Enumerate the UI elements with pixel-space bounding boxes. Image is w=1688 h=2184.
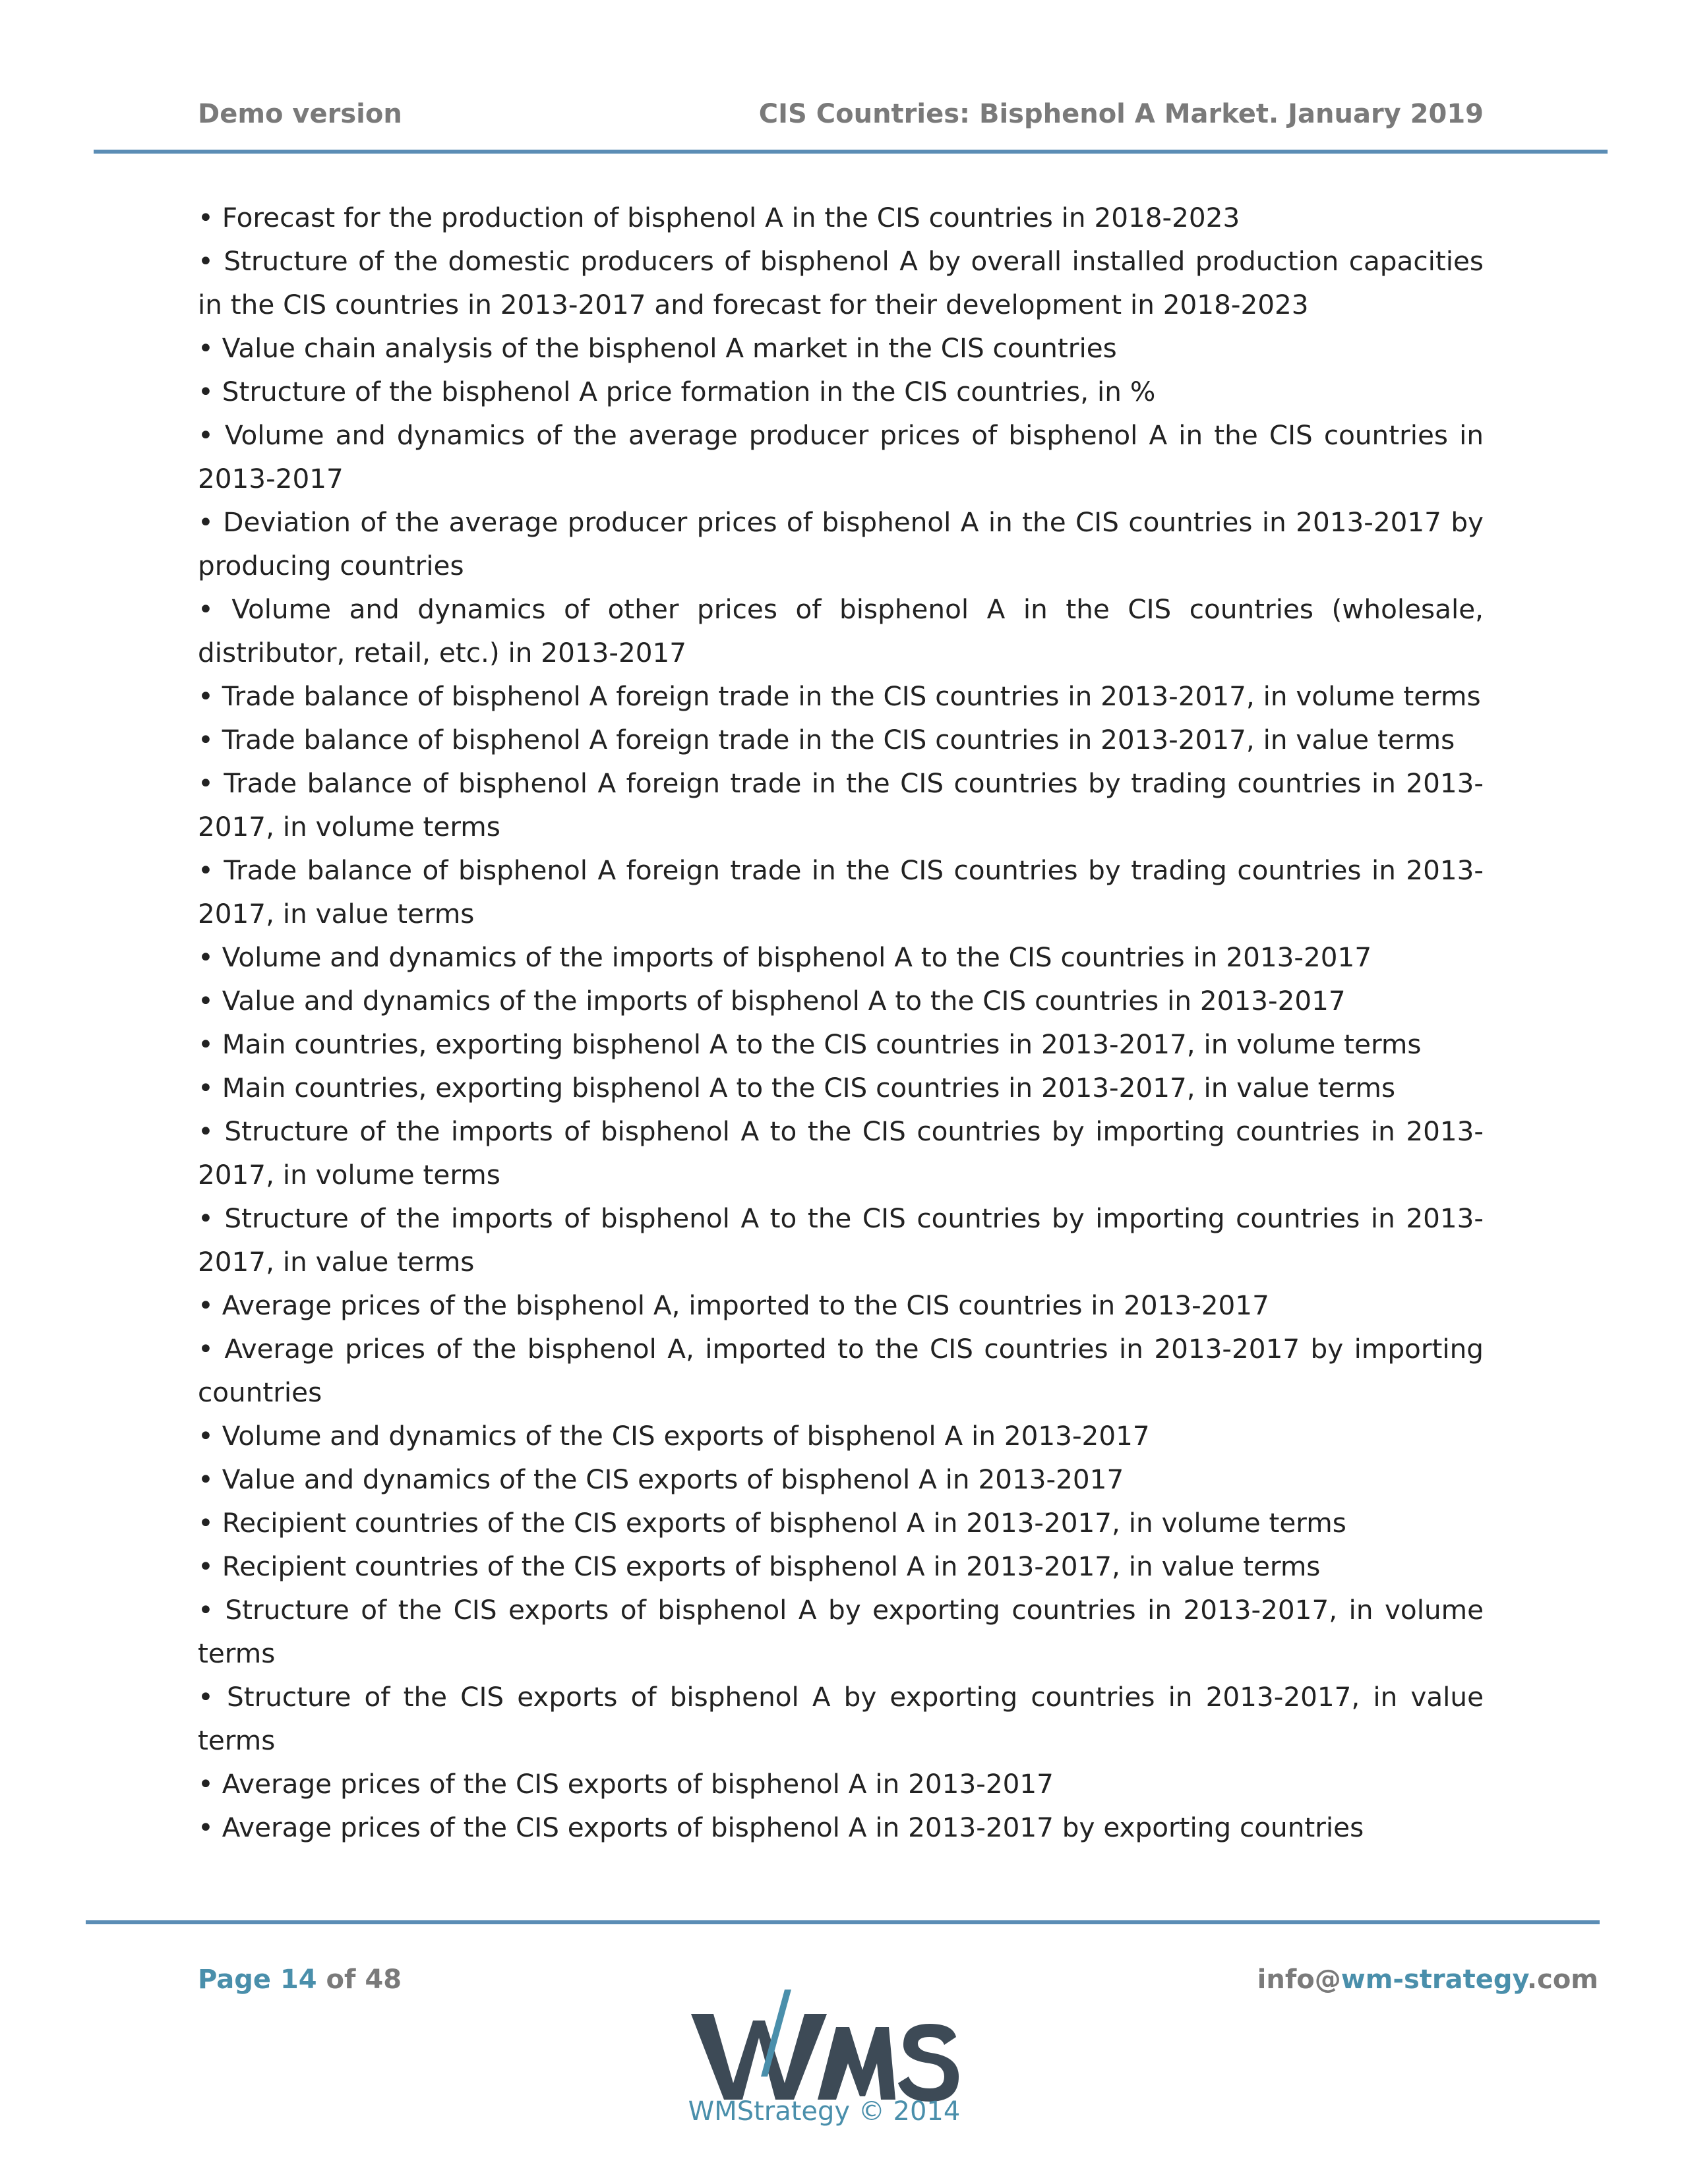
document-title: CIS Countries: Bisphenol A Market. January 2019 — [758, 99, 1484, 129]
list-item: • Average prices of the CIS exports of bisphenol A in 2013-2017 by exporting countries — [198, 1812, 1364, 1843]
list-item: • Structure of the domestic producers of bisphenol A by overall installed production capacities in the CIS countries in 2013-2017 and forecast for their development in 2018-2023 — [198, 245, 1484, 320]
demo-version-label: Demo version — [198, 99, 402, 129]
list-item: • Structure of the bisphenol A price formation in the CIS countries, in % — [198, 376, 1156, 407]
logo-caption: WMStrategy © 2014 — [688, 2096, 961, 2127]
list-item: • Trade balance of bisphenol A foreign trade in the CIS countries by trading countries in 2013-2017, in value terms — [198, 854, 1484, 930]
contents-list — [198, 196, 1484, 1849]
list-item: • Main countries, exporting bisphenol A to the CIS countries in 2013-2017, in volume terms — [198, 1028, 1422, 1060]
list-item: • Structure of the imports of bisphenol A to the CIS countries by importing countries in 2013-2017, in value terms — [198, 1202, 1484, 1278]
email-prefix: info@ — [1257, 1964, 1341, 1995]
email-suffix: .com — [1526, 1964, 1598, 1995]
contact-email[interactable] — [1257, 1964, 1598, 1995]
list-item: • Average prices of the bisphenol A, imported to the CIS countries in 2013-2017 — [198, 1289, 1269, 1321]
list-item: • Structure of the imports of bisphenol A to the CIS countries by importing countries in 2013-2017, in volume terms — [198, 1115, 1484, 1191]
list-item: • Trade balance of bisphenol A foreign trade in the CIS countries in 2013-2017, in volume terms — [198, 680, 1481, 712]
page-label: Page — [198, 1964, 271, 1995]
list-item: • Trade balance of bisphenol A foreign trade in the CIS countries by trading countries in 2013-2017, in volume terms — [198, 767, 1484, 842]
list-item: • Average prices of the bisphenol A, imported to the CIS countries in 2013-2017 by importing countries — [198, 1333, 1484, 1408]
page-number: 14 — [280, 1964, 317, 1995]
list-item: • Recipient countries of the CIS exports of bisphenol A in 2013-2017, in volume terms — [198, 1507, 1346, 1539]
list-item: • Volume and dynamics of other prices of bisphenol A in the CIS countries (wholesale, distributor, retail, etc.) in 2013-2017 — [198, 593, 1484, 668]
list-item: • Trade balance of bisphenol A foreign trade in the CIS countries in 2013-2017, in value terms — [198, 724, 1455, 755]
header-divider — [94, 150, 1608, 154]
list-item: • Main countries, exporting bisphenol A to the CIS countries in 2013-2017, in value terms — [198, 1072, 1396, 1104]
page-indicator — [198, 1964, 402, 1995]
list-item: • Value chain analysis of the bisphenol A market in the CIS countries — [198, 332, 1117, 364]
list-item: • Recipient countries of the CIS exports of bisphenol A in 2013-2017, in value terms — [198, 1550, 1321, 1582]
email-domain: wm-strategy — [1341, 1964, 1527, 1995]
footer-divider — [86, 1920, 1600, 1924]
list-item: • Volume and dynamics of the CIS exports of bisphenol A in 2013-2017 — [198, 1420, 1150, 1452]
list-item: • Structure of the CIS exports of bisphenol A by exporting countries in 2013-2017, in volume terms — [198, 1594, 1484, 1669]
list-item: • Value and dynamics of the imports of bisphenol A to the CIS countries in 2013-2017 — [198, 985, 1346, 1017]
list-item: • Average prices of the CIS exports of bisphenol A in 2013-2017 — [198, 1768, 1054, 1800]
list-item: • Volume and dynamics of the average producer prices of bisphenol A in the CIS countries in 2013-2017 — [198, 419, 1484, 494]
page-total: of 48 — [326, 1964, 402, 1995]
list-item: • Deviation of the average producer prices of bisphenol A in the CIS countries in 2013-2017 by producing countries — [198, 506, 1484, 581]
list-item: • Structure of the CIS exports of bisphenol A by exporting countries in 2013-2017, in value terms — [198, 1681, 1484, 1756]
list-item: • Value and dynamics of the CIS exports of bisphenol A in 2013-2017 — [198, 1463, 1124, 1495]
list-item: • Volume and dynamics of the imports of bisphenol A to the CIS countries in 2013-2017 — [198, 941, 1372, 973]
list-item: • Forecast for the production of bisphenol A in the CIS countries in 2018-2023 — [198, 202, 1240, 233]
